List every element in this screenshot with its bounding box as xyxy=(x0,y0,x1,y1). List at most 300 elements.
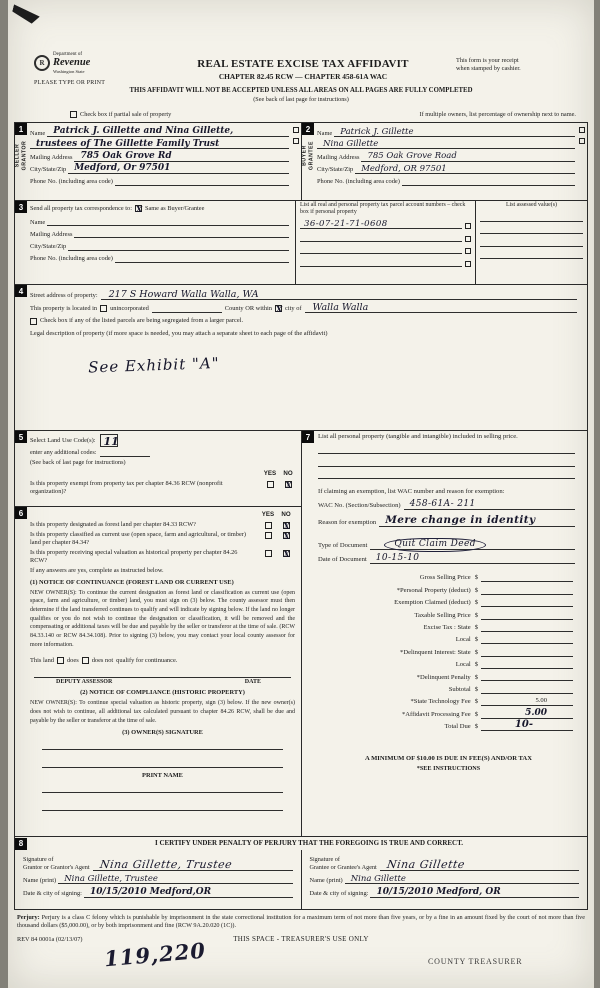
send-to-label: Send all property tax correspondence to: xyxy=(30,204,132,212)
buyer-grantee-side-label xyxy=(302,133,315,179)
assessed-header: List assessed value(s) xyxy=(505,202,558,208)
signature-of-label: Signature of xyxy=(309,856,340,864)
dollar-sign: $ xyxy=(474,599,478,607)
additional-codes-row xyxy=(30,448,297,458)
seller-name-row xyxy=(30,125,289,137)
form-chapter: CHAPTER 82.45 RCW — CHAPTER 458-61A WAC xyxy=(218,72,388,82)
form-body xyxy=(14,122,588,910)
dept-name-label: Revenue xyxy=(53,57,91,68)
fee-line[interactable] xyxy=(481,657,573,669)
city-state-zip-label: City/State/Zip xyxy=(317,166,354,174)
fee-label: Excise Tax : State xyxy=(423,624,471,632)
grantee-signature-value: Nina Gillette xyxy=(385,857,466,871)
fee-line[interactable] xyxy=(481,669,573,681)
county-treasurer-label: COUNTY TREASURER xyxy=(428,957,523,966)
fee-line[interactable] xyxy=(481,632,573,644)
fee-row-delinquent-penalty xyxy=(318,669,579,681)
receipt-line1: This form is your receipt xyxy=(456,57,519,64)
unincorporated-label: unincorporated xyxy=(110,305,149,313)
historic-question: Is this property receiving special valuation as historical property per chapter 84.26 RCW? xyxy=(30,548,238,564)
notice-compliance-body: NEW OWNER(S): To continue special valuation as historic property, sign (3) below. If the new owner(s) does not wish to continue, all additional tax calculated pursuant to chapter 84.26 RCW, shall be due and payable by the seller or transferor at the time of sale. xyxy=(30,700,295,724)
additional-codes-line[interactable] xyxy=(100,449,150,457)
partial-sale-checkbox[interactable] xyxy=(70,111,77,118)
grantee-signature-block xyxy=(301,850,588,909)
form-header xyxy=(8,52,594,110)
corr-name-row xyxy=(30,214,289,226)
street-address-label: Street address of property: xyxy=(30,292,98,300)
historic-yes-cell xyxy=(259,549,277,557)
fee-line[interactable] xyxy=(481,608,573,620)
dollar-sign: $ xyxy=(474,574,478,582)
phone-label: Phone No. (including area code) xyxy=(30,255,113,263)
legal-description-label: Legal description of property (if more space is needed, you may attach a separate sheet to each page of the affidavit) xyxy=(30,330,328,337)
segregated-checkbox[interactable] xyxy=(30,318,37,325)
current-use-yes-cell xyxy=(259,531,277,539)
grantor-signature-value: Nina Gillette, Trustee xyxy=(98,857,233,871)
mailing-address-label: Mailing Address xyxy=(317,153,360,161)
corr-city-line[interactable] xyxy=(68,239,289,251)
dollar-sign: $ xyxy=(474,648,478,656)
forest-yes-checkbox[interactable] xyxy=(265,522,272,529)
grantee-signature-line[interactable] xyxy=(380,859,579,871)
exempt-question-row xyxy=(30,480,297,496)
fee-row-total xyxy=(318,719,579,731)
seller-label: SELLER xyxy=(14,143,21,168)
send-correspondence-row xyxy=(30,203,289,214)
parcel-line-2[interactable] xyxy=(300,230,462,242)
fee-row-exemption xyxy=(318,595,579,607)
historic-no-cell xyxy=(277,549,295,557)
fee-row-local1 xyxy=(318,632,579,644)
minimum-due-note: A MINIMUM OF $10.00 IS DUE IN FEE(S) AND/OR TAX xyxy=(365,755,532,763)
assessed-row-4 xyxy=(480,247,583,260)
dollar-sign: $ xyxy=(474,710,478,718)
seller-name-value1: Patrick J. Gillette and Nina Gillette, xyxy=(53,126,234,137)
land-use-codebox[interactable] xyxy=(100,434,118,447)
buyer-name-line2[interactable] xyxy=(317,137,575,149)
section-7-exemption xyxy=(302,431,587,836)
seller-name-line1[interactable] xyxy=(47,125,289,137)
assessed-line-1[interactable] xyxy=(480,210,583,222)
yes-no-header xyxy=(30,509,295,519)
notice-compliance-title: (2) NOTICE OF COMPLIANCE (HISTORIC PROPERTY) xyxy=(80,689,245,697)
receipt-line2: when stamped by cashier. xyxy=(456,65,521,73)
dollar-sign: $ xyxy=(474,586,478,594)
seller-city-value: Medford, Or 97501 xyxy=(74,162,171,173)
dollar-sign: $ xyxy=(474,723,478,731)
assessed-row-3 xyxy=(480,234,583,247)
parcel-row-3 xyxy=(300,242,471,255)
please-type-or-print: PLEASE TYPE OR PRINT xyxy=(34,79,106,86)
section-1-seller-grantor xyxy=(15,123,301,200)
buyer-address-value: 785 Oak Grove Road xyxy=(367,151,457,162)
grantor-signature-row xyxy=(23,852,293,871)
see-back-note: (See back of last page for instructions) xyxy=(253,96,349,103)
dollar-sign: $ xyxy=(474,698,478,706)
current-use-question: Is this property classified as current use (open space, farm and agricultural, or timber) land per chapter 84.34? xyxy=(30,531,246,546)
buyer-label: BUYER xyxy=(301,145,308,166)
qualify-label: qualify for continuance. xyxy=(116,657,178,665)
assessed-values-block xyxy=(475,201,587,284)
yes-header: YES xyxy=(261,510,275,518)
grantor-signature-label xyxy=(23,856,93,871)
assessed-line-4[interactable] xyxy=(480,247,583,259)
deputy-assessor-label: DEPUTY ASSESSOR xyxy=(56,679,113,686)
section-5-land-use xyxy=(15,431,301,507)
unincorporated-checkbox[interactable] xyxy=(100,305,107,312)
seller-city-line[interactable] xyxy=(68,162,289,174)
fee-line[interactable] xyxy=(481,570,573,582)
dor-logo-text xyxy=(53,52,90,74)
located-in-row xyxy=(30,300,577,313)
section-4-property xyxy=(15,285,587,431)
perjury-label: Perjury: xyxy=(17,914,40,921)
ownership-checkbox[interactable] xyxy=(579,138,585,144)
grantor-grantee-row xyxy=(15,123,587,201)
city-state-zip-label: City/State/Zip xyxy=(30,166,67,174)
buyer-ownership-checkboxes xyxy=(579,127,585,144)
fee-label: *Affidavit Processing Fee xyxy=(401,710,471,718)
see-back-row xyxy=(30,458,297,468)
doc-type-line[interactable] xyxy=(370,538,575,550)
fee-label: Subtotal xyxy=(448,685,471,693)
grantor-label: GRANTOR xyxy=(21,140,27,171)
parcel-row-1 xyxy=(300,217,471,230)
personal-property-label: List all personal property (tangible and intangible) included in selling price. xyxy=(318,433,518,440)
reason-value: Mere change in identity xyxy=(385,514,536,527)
name-print-label: Name (print) xyxy=(23,876,57,884)
print-name-title: PRINT NAME xyxy=(142,771,183,779)
forest-no-checkbox[interactable]: X xyxy=(283,521,290,531)
same-as-buyer-checkbox[interactable]: X xyxy=(135,204,143,214)
partial-sale-group xyxy=(70,111,171,119)
personal-property-checkbox[interactable] xyxy=(465,261,471,267)
revenue-seal-icon: R xyxy=(34,55,50,71)
left-column xyxy=(15,431,302,836)
date-label: DATE xyxy=(244,679,261,686)
reason-label: Reason for exemption xyxy=(318,519,377,527)
same-as-buyer-label: Same as Buyer/Grantee xyxy=(144,204,205,212)
signature-columns xyxy=(15,850,587,909)
fee-label: Local xyxy=(455,636,471,644)
ownership-checkbox[interactable] xyxy=(579,127,585,133)
middle-columns xyxy=(15,431,587,837)
assessed-line-2[interactable] xyxy=(480,222,583,234)
grantor-signature-line[interactable] xyxy=(93,859,293,871)
grantee-date-row xyxy=(310,884,580,897)
land-use-row xyxy=(30,433,297,448)
fee-row-local2 xyxy=(318,657,579,669)
section-number-3: 3 xyxy=(15,201,27,213)
buyer-city-value: Medford, OR 97501 xyxy=(361,163,447,174)
fee-row-technology xyxy=(318,694,579,706)
buyer-phone-line[interactable] xyxy=(402,174,575,186)
phone-label: Phone No. (including area code) xyxy=(30,178,113,186)
exemption-intro: If claiming an exemption, list WAC number and reason for exemption: xyxy=(318,488,505,496)
parcel-line-1[interactable] xyxy=(300,217,462,229)
current-use-no-cell xyxy=(277,531,295,539)
receipt-note xyxy=(456,57,560,73)
corr-address-line[interactable] xyxy=(74,226,289,238)
section-3-row xyxy=(15,201,587,285)
date-city-label: Date & city of signing: xyxy=(309,890,369,898)
wac-label: WAC No. (Section/Subsection) xyxy=(318,502,401,510)
forest-no-cell xyxy=(277,521,295,529)
fee-row-personal xyxy=(318,582,579,594)
current-use-no-checkbox[interactable]: X xyxy=(283,531,290,541)
tax-correspondence-block xyxy=(15,201,295,284)
corr-phone-row xyxy=(30,251,289,263)
grantee-signature-row xyxy=(310,852,580,871)
current-use-yes-checkbox[interactable] xyxy=(265,532,272,539)
fee-line[interactable] xyxy=(481,645,573,657)
if-yes-note: If any answers are yes, complete as instructed below. xyxy=(30,567,164,575)
seller-address-value: 785 Oak Grove Rd xyxy=(80,150,172,161)
wac-line[interactable] xyxy=(404,498,575,510)
ownership-checkbox[interactable] xyxy=(293,138,299,144)
dollar-sign: $ xyxy=(474,636,478,644)
personal-property-line[interactable] xyxy=(318,467,575,480)
fee-line[interactable] xyxy=(481,620,573,632)
deputy-assessor-line[interactable] xyxy=(34,669,291,678)
does-label: does xyxy=(66,657,79,665)
grantee-name-line[interactable] xyxy=(345,872,579,884)
phone-label: Phone No. (including area code) xyxy=(317,178,400,186)
corr-phone-line[interactable] xyxy=(115,251,289,263)
fee-line[interactable] xyxy=(481,694,573,706)
fee-label: Total Due xyxy=(444,723,471,731)
name-label: Name xyxy=(30,129,46,137)
fee-row-excise-state xyxy=(318,620,579,632)
section-number-8: 8 xyxy=(15,838,27,850)
doc-date-line[interactable] xyxy=(370,552,575,564)
fee-table xyxy=(318,570,579,731)
fee-value-handwritten: 5.00 xyxy=(525,707,547,718)
fee-row-taxable xyxy=(318,607,579,619)
grantee-date-line[interactable] xyxy=(370,886,579,898)
owners-signature-title: (3) OWNER(S) SIGNATURE xyxy=(122,729,203,737)
county-line[interactable] xyxy=(152,302,222,313)
corr-address-row xyxy=(30,226,289,238)
perjury-body: Perjury is a class C felony which is punishable by imprisonment in the state correctional institution for a maximum term of not more than five years, or by a fine in an amount fixed by the court of not more than five thousand dollars ($5,000.00), or by both imprisonment and fine (RCW 9A.20.020 (1C)). xyxy=(17,914,586,930)
forest-land-question: Is this property designated as forest land per chapter 84.33 RCW? xyxy=(30,521,196,528)
section-number-2: 2 xyxy=(302,123,314,135)
parcel-line-3[interactable] xyxy=(300,242,462,254)
name-print-label: Name (print) xyxy=(309,876,343,884)
city-checkbox[interactable]: X xyxy=(276,304,283,314)
see-back-label: (See back of last page for instructions) xyxy=(30,459,126,467)
name-label: Name xyxy=(317,129,333,137)
owner-signature-line[interactable] xyxy=(42,755,283,768)
doc-type-row xyxy=(318,532,575,550)
grantor-date-value: 10/15/2010 Medford,OR xyxy=(89,886,212,897)
certify-statement: I CERTIFY UNDER PENALTY OF PERJURY THAT THE FOREGOING IS TRUE AND CORRECT. xyxy=(154,839,463,848)
notice-continuance-title: (1) NOTICE OF CONTINUANCE (FOREST LAND OR CURRENT USE) xyxy=(30,578,234,586)
assessed-row-2 xyxy=(480,222,583,235)
does-not-label: does not xyxy=(91,657,114,665)
scan-artifact-mark xyxy=(10,3,41,25)
section-number-7: 7 xyxy=(302,431,314,443)
street-address-row xyxy=(30,287,577,300)
multiple-owners-note: If multiple owners, list percentage of ownership next to name. xyxy=(419,110,576,118)
fee-line[interactable] xyxy=(481,595,573,607)
wac-value: 458-61A- 211 xyxy=(409,499,476,510)
doc-date-value: 10-15-10 xyxy=(375,553,420,564)
does-checkbox[interactable] xyxy=(57,657,64,664)
exempt-yes-checkbox[interactable] xyxy=(267,481,274,488)
deputy-assessor-labels xyxy=(30,679,295,685)
grantor-name-value: Nina Gillette, Trustee xyxy=(64,874,158,885)
fee-value: 5.00 xyxy=(535,697,547,705)
buyer-address-line[interactable] xyxy=(361,150,575,162)
parcel-line-4[interactable] xyxy=(300,255,462,267)
dept-state-label: Washington State xyxy=(53,68,85,74)
grantor-date-row xyxy=(23,884,293,897)
personal-property-line[interactable] xyxy=(318,454,575,467)
city-of-label: city of xyxy=(285,305,302,313)
exempt-no-checkbox[interactable]: X xyxy=(285,480,292,490)
ownership-checkbox[interactable] xyxy=(293,127,299,133)
county-or-label: County OR within xyxy=(224,305,273,313)
buyer-name-line1[interactable] xyxy=(334,125,575,137)
perjury-paragraph xyxy=(17,914,585,930)
seller-phone-line[interactable] xyxy=(115,174,289,186)
fee-label: *Delinquent Penalty xyxy=(416,673,471,681)
yes-no-header xyxy=(30,468,297,478)
fee-line[interactable] xyxy=(481,583,573,595)
does-not-checkbox[interactable] xyxy=(82,657,89,664)
form-title: REAL ESTATE EXCISE TAX AFFIDAVIT xyxy=(197,58,409,70)
land-use-label: Select Land Use Code(s): xyxy=(30,436,96,444)
mailing-address-label: Mailing Address xyxy=(30,153,73,161)
certify-bar xyxy=(15,837,587,850)
no-header: NO xyxy=(281,510,291,518)
city-state-zip-label: City/State/Zip xyxy=(30,242,67,250)
fee-line[interactable] xyxy=(481,707,573,719)
buyer-name-row2 xyxy=(317,137,575,149)
owner-signature-line[interactable] xyxy=(42,737,283,750)
total-due-value: 10- xyxy=(514,719,533,731)
grantee-label: GRANTEE xyxy=(308,141,314,170)
seller-ownership-checkboxes xyxy=(293,127,299,144)
print-name-line[interactable] xyxy=(42,780,283,793)
signature-of-label: Signature of xyxy=(23,856,54,864)
dollar-sign: $ xyxy=(474,661,478,669)
fee-label: *Personal Property (deduct) xyxy=(396,586,471,594)
dor-logo-row xyxy=(34,52,105,74)
current-use-row xyxy=(30,531,295,547)
assessed-row-1 xyxy=(480,209,583,222)
reason-line[interactable] xyxy=(379,515,575,527)
section-8-certification xyxy=(15,837,587,909)
legal-description-value: See Exhibit "A" xyxy=(87,353,220,377)
land-use-value: 11 xyxy=(103,434,119,448)
buyer-name-value2: Nina Gillette xyxy=(323,139,379,150)
fee-label: Taxable Selling Price xyxy=(414,611,471,619)
fee-line[interactable] xyxy=(481,682,573,694)
parcel-header: List all real and personal property tax parcel account numbers – check box if personal property xyxy=(300,202,466,216)
buyer-city-line[interactable] xyxy=(355,162,575,174)
doc-date-label: Date of Document xyxy=(318,556,367,564)
section-number-6: 6 xyxy=(15,507,27,519)
historic-yes-checkbox[interactable] xyxy=(265,550,272,557)
dollar-sign: $ xyxy=(474,611,478,619)
section-2-buyer-grantee xyxy=(301,123,587,200)
pre-section-row xyxy=(8,110,594,120)
print-name-line[interactable] xyxy=(42,798,283,811)
city-line[interactable] xyxy=(305,302,577,313)
grantee-signature-label xyxy=(310,856,380,871)
dollar-sign: $ xyxy=(474,685,478,693)
fee-line[interactable] xyxy=(481,719,573,731)
fee-label: *Delinquent Interest: State xyxy=(400,648,471,656)
doc-date-row xyxy=(318,550,575,564)
fee-row-subtotal xyxy=(318,681,579,693)
seller-address-row xyxy=(30,149,289,161)
fee-row-delinquent-interest xyxy=(318,644,579,656)
grantee-name-value: Nina Gillette xyxy=(350,874,406,885)
grantee-date-value: 10/15/2010 Medford, OR xyxy=(376,886,501,897)
segregated-row xyxy=(30,315,577,327)
seller-address-line[interactable] xyxy=(74,150,289,162)
wac-row xyxy=(318,496,575,510)
fee-row-gross xyxy=(318,570,579,582)
this-land-row xyxy=(30,654,295,667)
grantee-agent-label: Grantee or Grantee's Agent xyxy=(309,863,377,871)
fee-label: Local xyxy=(455,661,471,669)
historic-no-checkbox[interactable]: X xyxy=(283,548,290,559)
assessed-line-3[interactable] xyxy=(480,235,583,247)
see-instructions-note: *SEE INSTRUCTIONS xyxy=(416,764,481,772)
form-number: REV 84 0001a (02/13/07) xyxy=(17,935,83,943)
partial-sale-label: Check box if partial sale of property xyxy=(80,110,172,118)
footer-row xyxy=(17,935,585,943)
fee-label: Gross Selling Price xyxy=(419,574,471,582)
doc-type-label: Type of Document xyxy=(318,542,368,550)
section-number-4: 4 xyxy=(15,285,27,297)
buyer-name-value1: Patrick J. Gillette xyxy=(340,127,414,137)
forest-land-row xyxy=(30,521,295,529)
exempt-no-cell xyxy=(279,480,297,488)
personal-property-line[interactable] xyxy=(318,442,575,455)
seller-grantor-side-label xyxy=(15,133,28,179)
doc-type-circle xyxy=(384,538,486,552)
fee-label: Exemption Claimed (deduct) xyxy=(394,599,471,607)
fee-row-processing xyxy=(318,706,579,718)
name-label: Name xyxy=(30,218,46,226)
grantor-name-line[interactable] xyxy=(58,872,292,884)
parcel-row-2 xyxy=(300,229,471,242)
seller-name-value2: trustees of The Gillette Family Trust xyxy=(36,138,220,149)
date-city-label: Date & city of signing: xyxy=(23,890,82,898)
grantee-name-row xyxy=(310,871,580,884)
section-number-5: 5 xyxy=(15,431,27,443)
forest-yes-cell xyxy=(259,521,277,529)
dollar-sign: $ xyxy=(474,624,478,632)
street-address-line[interactable] xyxy=(101,289,577,300)
no-header: NO xyxy=(283,469,293,477)
affidavit-page xyxy=(8,0,594,988)
exempt-question: Is this property exempt from property tax per chapter 84.36 RCW (nonprofit organization)? xyxy=(30,480,223,495)
doc-type-value: Quit Claim Deed xyxy=(394,539,476,550)
seller-city-row xyxy=(30,162,289,174)
buyer-city-row xyxy=(317,162,575,174)
buyer-name-row xyxy=(317,125,575,137)
grantor-date-line[interactable] xyxy=(84,886,293,898)
seller-name-line2[interactable] xyxy=(30,137,289,149)
treasurer-amount-handwritten: 119,220 xyxy=(103,937,207,972)
corr-name-line[interactable] xyxy=(47,214,289,226)
